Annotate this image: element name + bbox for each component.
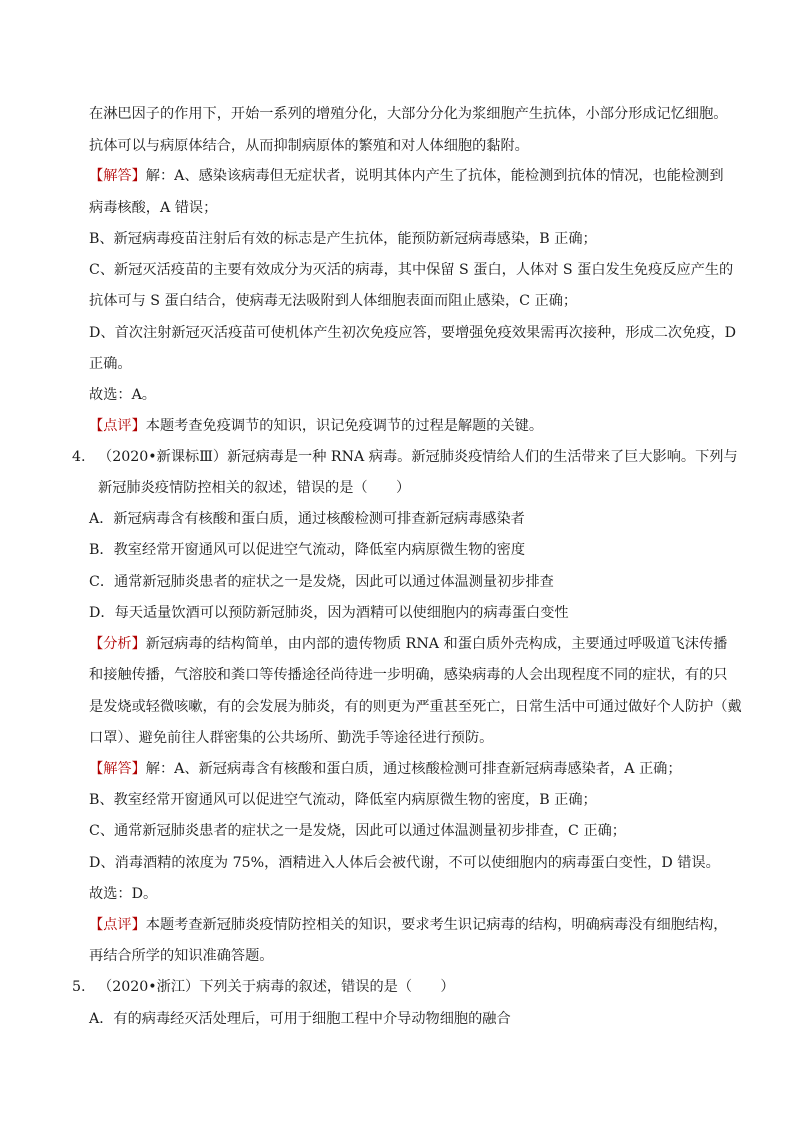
choice-line: 故选：A。 — [89, 387, 156, 403]
analysis-line: 和接触传播，气溶胶和粪口等传播途径尚待进一步明确，感染病毒的人会出现程度不同的症状，有的只 — [89, 667, 728, 683]
question-number: 5. — [72, 979, 86, 995]
analysis-line — [89, 634, 727, 654]
comment-text: 本题考查新冠肺炎疫情防控相关的知识，要求考生识记病毒的结构，明确病毒没有细胞结构， — [145, 917, 728, 933]
answer-line: B、新冠病毒疫苗注射后有效的标志是产生抗体，能预防新冠病毒感染，B 正确； — [89, 231, 597, 247]
answer-line — [89, 759, 682, 779]
question-stem: （2020•浙江）下列关于病毒的叙述，错误的是（ ） — [98, 979, 455, 995]
answer-line: C、通常新冠肺炎患者的症状之一是发烧，因此可以通过体温测量初步排查，C 正确； — [89, 823, 626, 839]
analysis-line: 抗体可以与病原体结合，从而抑制病原体的繁殖和对人体细胞的黏附。 — [89, 138, 529, 154]
answer-line: C、新冠灭活疫苗的主要有效成分为灭活的病毒，其中保留 S 蛋白，人体对 S 蛋白发生免疫反应产生的 — [89, 262, 734, 278]
answer-line: B、教室经常开窗通风可以促进空气流动，降低室内病原微生物的密度，B 正确； — [89, 792, 597, 808]
question-stem: 新冠肺炎疫情防控相关的叙述，错误的是（ ） — [98, 480, 411, 496]
choice-line: 故选：D。 — [89, 886, 158, 902]
comment-tag: 【点评】 — [89, 917, 146, 933]
option-b: B．教室经常开窗通风可以促进空气流动，降低室内病原微生物的密度 — [89, 542, 526, 558]
analysis-line: 是发烧或轻微咳嗽，有的会发展为肺炎，有的则更为严重甚至死亡，日常生活中可通过做好个人防护（戴 — [89, 699, 742, 715]
option-a: A．有的病毒经灭活处理后，可用于细胞工程中介导动物细胞的融合 — [89, 1011, 511, 1027]
comment-line: 再结合所学的知识准确答题。 — [89, 948, 274, 964]
answer-tag: 【解答】 — [89, 168, 146, 184]
comment-line — [89, 416, 543, 436]
comment-tag: 【点评】 — [89, 418, 146, 434]
analysis-tag: 【分析】 — [89, 636, 146, 652]
option-c: C．通常新冠肺炎患者的症状之一是发烧，因此可以通过体温测量初步排查 — [89, 574, 554, 590]
comment-line — [89, 915, 727, 935]
answer-text: 解：A、新冠病毒含有核酸和蛋白质，通过核酸检测可排查新冠病毒感染者，A 正确； — [145, 761, 682, 777]
answer-text: 解：A、感染该病毒但无症状者，说明其体内产生了抗体，能检测到抗体的情况，也能检测到 — [145, 168, 724, 184]
analysis-line: 在淋巴因子的作用下，开始一系列的增殖分化，大部分分化为浆细胞产生抗体，小部分形成记忆细胞。 — [89, 106, 728, 122]
question-number: 4. — [72, 449, 86, 465]
answer-line: D、首次注射新冠灭活疫苗可使机体产生初次免疫应答，要增强免疫效果需再次接种，形成二次免疫，D — [89, 325, 737, 341]
comment-text: 本题考查免疫调节的知识，识记免疫调节的过程是解题的关键。 — [145, 418, 544, 434]
analysis-text: 新冠病毒的结构简单，由内部的遗传物质 RNA 和蛋白质外壳构成，主要通过呼吸道飞沫传播 — [145, 636, 728, 652]
answer-line: 抗体可与 S 蛋白结合，使病毒无法吸附到人体细胞表面而阻止感染，C 正确； — [89, 293, 578, 309]
analysis-line: 口罩）、避免前往人群密集的公共场所、勤洗手等途径进行预防。 — [89, 730, 494, 746]
option-d: D．每天适量饮酒可以预防新冠肺炎，因为酒精可以使细胞内的病毒蛋白变性 — [89, 605, 569, 621]
option-a: A．新冠病毒含有核酸和蛋白质，通过核酸检测可排查新冠病毒感染者 — [89, 511, 525, 527]
answer-line: D、消毒酒精的浓度为 75%，酒精进入人体后会被代谢，不可以使细胞内的病毒蛋白变性，D 错误。 — [89, 855, 720, 871]
answer-tag: 【解答】 — [89, 761, 146, 777]
answer-line: 病毒核酸，A 错误； — [89, 200, 218, 216]
answer-line: 正确。 — [89, 356, 132, 372]
answer-line — [89, 166, 724, 186]
question-stem: （2020•新课标Ⅲ）新冠病毒是一种 RNA 病毒。新冠肺炎疫情给人们的生活带来了巨大影响。下列与 — [98, 449, 738, 465]
